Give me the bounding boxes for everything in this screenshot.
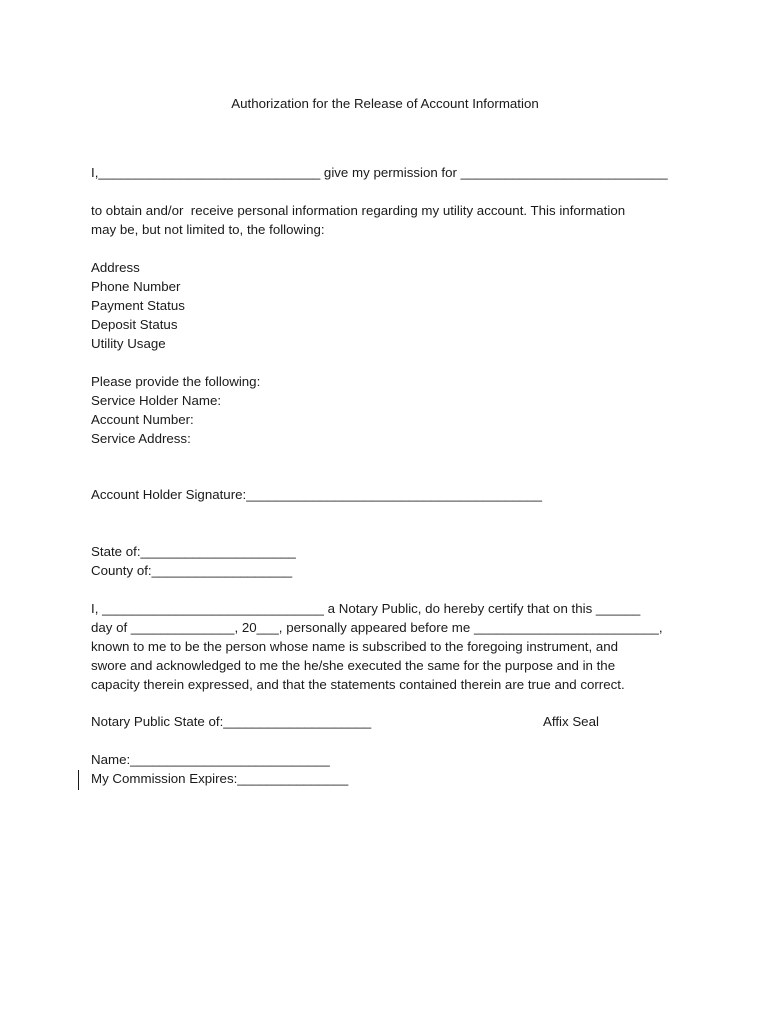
notary-line-1: I, ______________________________ a Notary Public, do hereby certify that on this ______ [91,601,641,616]
notary-line-3: known to me to be the person whose name is subscribed to the foregoing instrument, and [91,639,619,654]
info-item-utility-usage: Utility Usage [91,336,166,351]
state-line: State of:_____________________ [91,544,296,559]
info-item-address: Address [91,260,140,275]
notary-state-line: Notary Public State of:____________________ [91,714,372,729]
name-line: Name:___________________________ [91,752,330,767]
signature-line: Account Holder Signature:________________________________________ [91,487,543,502]
provide-item-account-number: Account Number: [91,412,194,427]
info-item-payment-status: Payment Status [91,298,185,313]
affix-seal-label: Affix Seal [543,714,599,729]
provide-item-service-holder-name: Service Holder Name: [91,393,222,408]
document-title: Authorization for the Release of Account Information [231,96,539,111]
county-line: County of:___________________ [91,563,293,578]
info-item-phone-number: Phone Number [91,279,181,294]
provide-item-service-address: Service Address: [91,431,191,446]
notary-line-2: day of ______________, 20___, personally appeared before me _________________________, [91,620,663,635]
commission-line: My Commission Expires:_______________ [91,771,349,786]
notary-line-5: capacity therein expressed, and that the statements contained therein are true and correct. [91,677,625,692]
paragraph-line-1: to obtain and/or receive personal information regarding my utility account. This information [91,203,626,218]
notary-line-4: swore and acknowledged to me the he/she executed the same for the purpose and in the [91,658,616,673]
provide-heading: Please provide the following: [91,374,261,389]
info-item-deposit-status: Deposit Status [91,317,178,332]
permission-line: I,______________________________ give my permission for ____________________________ [91,165,668,180]
text-cursor [78,770,79,790]
paragraph-line-2: may be, but not limited to, the following: [91,222,325,237]
